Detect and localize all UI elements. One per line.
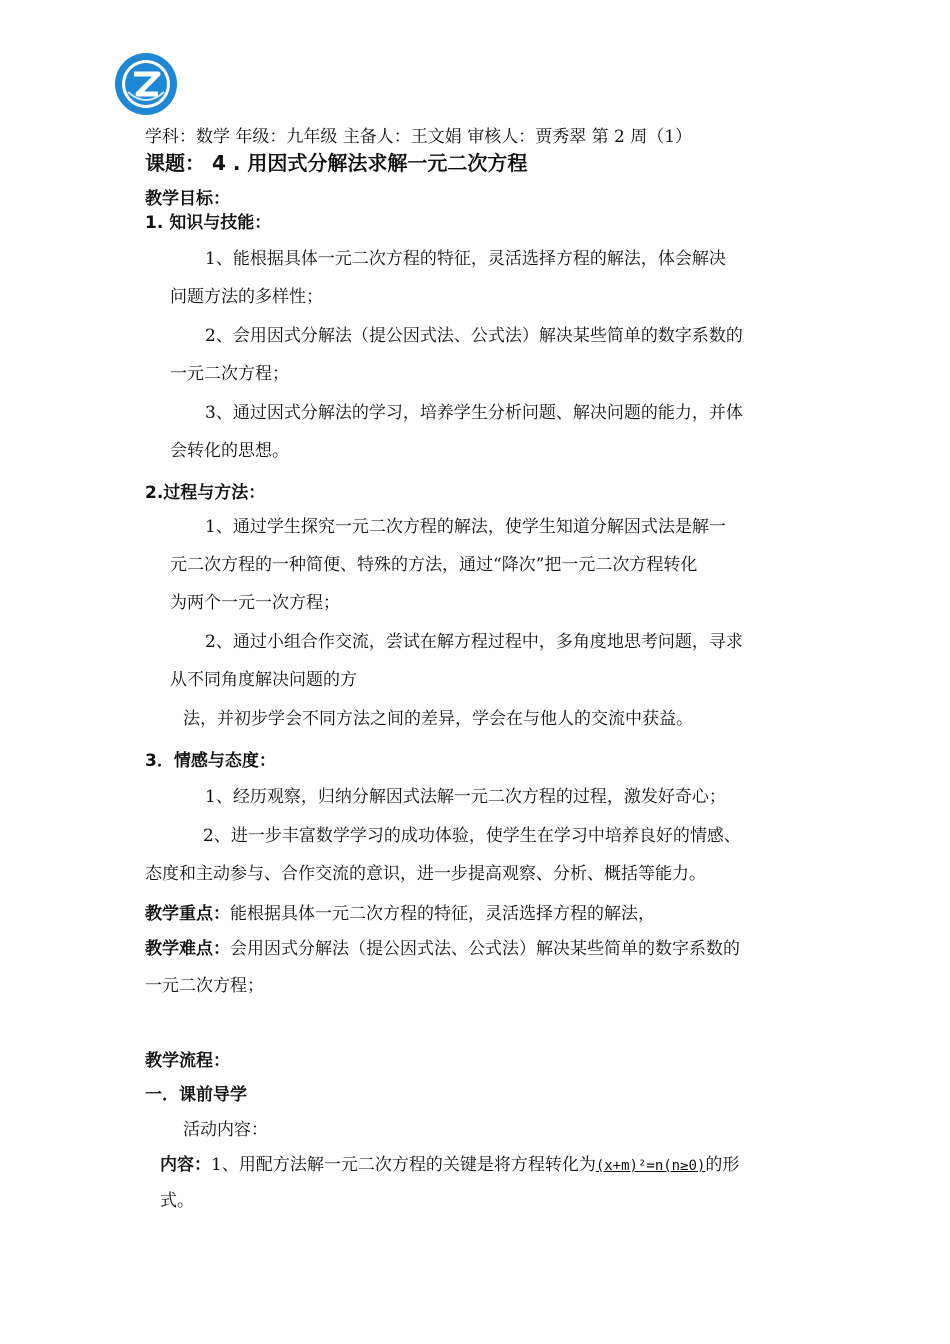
knowledge-item-1-line-1: 1、能根据具体一元二次方程的特征，灵活选择方程的解法，体会解决 xyxy=(205,249,726,269)
difficulty-label: 教学难点： xyxy=(145,939,230,959)
knowledge-heading: 1. 知识与技能： xyxy=(145,213,272,233)
page-title: 课题： 4 . 用因式分解法求解一元二次方程 xyxy=(145,151,528,175)
process-item-2-line-1: 2、通过小组合作交流，尝试在解方程过程中，多角度地思考问题，寻求 xyxy=(205,632,743,652)
difficulty-line-2: 一元二次方程； xyxy=(145,976,264,996)
emotion-item-2-line-2: 态度和主动参与、合作交流的意识，进一步提高观察、分析、概括等能力。 xyxy=(145,864,706,884)
content-formula: (x+m)²=n(n≥0) xyxy=(595,1158,706,1174)
content-line-2: 式。 xyxy=(160,1191,194,1211)
key-point xyxy=(145,903,655,925)
emotion-item-2-line-1: 2、进一步丰富数学学习的成功体验，使学生在学习中培养良好的情感、 xyxy=(203,826,741,846)
school-logo-icon xyxy=(114,52,178,116)
process-heading: 2.过程与方法： xyxy=(145,483,266,503)
process-item-1-line-2: 元二次方程的一种简便、特殊的方法，通过“降次”把一元二次方程转化 xyxy=(170,555,698,575)
key-point-label: 教学重点： xyxy=(145,904,230,924)
objectives-heading: 教学目标： xyxy=(145,189,230,209)
emotion-heading: 3．情感与态度： xyxy=(145,751,276,771)
knowledge-item-2-line-2: 一元二次方程； xyxy=(170,364,289,384)
process-item-1-line-1: 1、通过学生探究一元二次方程的解法，使学生知道分解因式法是解一 xyxy=(205,517,726,537)
emotion-item-1: 1、经历观察，归纳分解因式法解一元二次方程的过程，激发好奇心； xyxy=(205,787,726,807)
process-item-1-line-3: 为两个一元一次方程； xyxy=(170,593,340,613)
process-item-2-line-3: 法，并初步学会不同方法之间的差异，学会在与他人的交流中获益。 xyxy=(183,709,693,729)
knowledge-item-2-line-1: 2、会用因式分解法（提公因式法、公式法）解决某些简单的数字系数的 xyxy=(205,326,743,346)
flow-section-1: 一．课前导学 xyxy=(145,1085,247,1105)
flow-content xyxy=(160,1154,739,1177)
difficulty-text: 会用因式分解法（提公因式法、公式法）解决某些简单的数字系数的 xyxy=(230,939,740,959)
knowledge-item-3-line-1: 3、通过因式分解法的学习，培养学生分析问题、解决问题的能力，并体 xyxy=(205,403,743,423)
process-item-2-line-2: 从不同角度解决问题的方 xyxy=(170,670,357,690)
header-meta: 学科：数学 年级：九年级 主备人：王文娟 审核人：贾秀翠 第 2 周（1） xyxy=(145,127,693,147)
content-tail: 的形 xyxy=(705,1155,740,1175)
knowledge-item-3-line-2: 会转化的思想。 xyxy=(170,441,289,461)
content-label: 内容： xyxy=(160,1155,211,1175)
content-text: 1、用配方法解一元二次方程的关键是将方程转化为 xyxy=(211,1155,596,1175)
key-point-text: 能根据具体一元二次方程的特征，灵活选择方程的解法， xyxy=(230,904,655,924)
knowledge-item-1-line-2: 问题方法的多样性； xyxy=(170,287,323,307)
flow-heading: 教学流程： xyxy=(145,1051,230,1071)
difficulty xyxy=(145,938,740,960)
flow-activity: 活动内容： xyxy=(183,1120,268,1140)
